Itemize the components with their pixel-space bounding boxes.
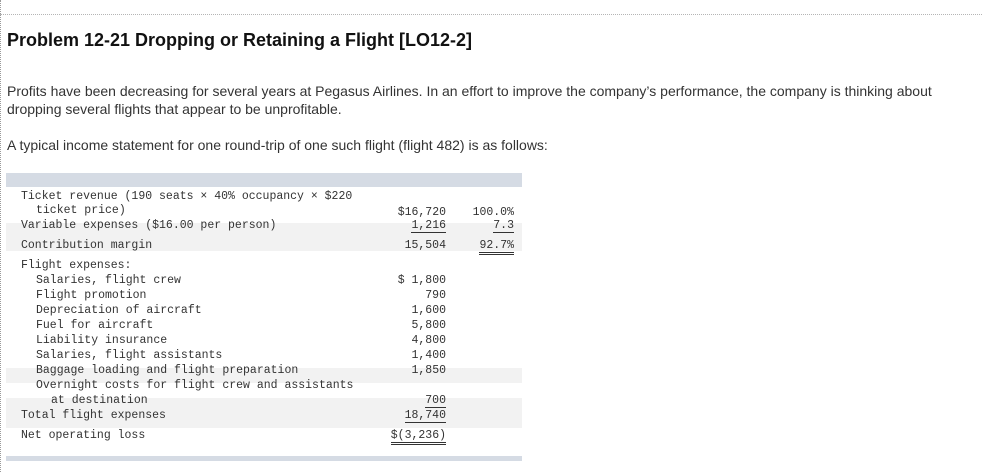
statement-intro-paragraph: A typical income statement for one round-trip of one such flight (flight 482) is as follows: [7, 137, 548, 153]
net-operating-loss-amount: $(3,236) [391, 429, 446, 445]
contribution-margin-label: Contribution margin [21, 239, 153, 252]
ticket-revenue-label: Ticket revenue (190 seats × 40% occupancy × $220 [21, 190, 353, 203]
depreciation-label: Depreciation of aircraft [36, 304, 202, 317]
intro-paragraph: Profits have been decreasing for several years at Pegasus Airlines. In an effort to improve the company’s performance, the company is thinking about dropping several flights that appear to be unprofitable. [7, 83, 932, 117]
contribution-margin-pct: 92.7% [479, 239, 514, 255]
total-flight-expenses-label: Total flight expenses [21, 409, 166, 422]
total-flight-expenses-amount: 18,740 [404, 409, 446, 422]
overnight-label: Overnight costs for flight crew and assistants [36, 379, 354, 392]
insurance-amount: 4,800 [411, 334, 446, 347]
promotion-label: Flight promotion [36, 289, 147, 302]
salaries-crew-amount: $ 1,800 [397, 274, 446, 287]
baggage-amount: 1,850 [411, 364, 446, 377]
income-statement-table [6, 173, 522, 461]
variable-expenses-amount: 1,216 [411, 219, 446, 232]
salaries-assistants-amount: 1,400 [411, 349, 446, 362]
fuel-amount: 5,800 [411, 319, 446, 332]
promotion-amount: 790 [425, 289, 446, 302]
flight-expenses-heading: Flight expenses: [21, 259, 132, 272]
overnight-amount: 700 [425, 394, 446, 407]
problem-title: Problem 12-21 Dropping or Retaining a Flight [LO12-2] [7, 30, 473, 50]
left-margin-rule [0, 0, 1, 472]
ticket-revenue-amount: $16,720 [397, 206, 446, 219]
fuel-label: Fuel for aircraft [36, 319, 154, 332]
depreciation-amount: 1,600 [411, 304, 446, 317]
salaries-assistants-label: Salaries, flight assistants [36, 349, 223, 362]
top-separator [0, 14, 982, 15]
ticket-revenue-pct: 100.0% [472, 206, 514, 219]
ticket-revenue-label-cont: ticket price) [36, 204, 126, 217]
net-operating-loss-label: Net operating loss [21, 429, 146, 442]
baggage-label: Baggage loading and flight preparation [36, 364, 299, 377]
variable-expenses-label: Variable expenses ($16.00 per person) [21, 219, 277, 232]
table-footer-band [6, 456, 522, 461]
overnight-label-cont: at destination [51, 394, 148, 407]
salaries-crew-label: Salaries, flight crew [36, 274, 181, 287]
table-header-band [6, 173, 522, 187]
insurance-label: Liability insurance [36, 334, 168, 347]
variable-expenses-pct: 7.3 [493, 219, 514, 232]
contribution-margin-amount: 15,504 [404, 239, 446, 252]
